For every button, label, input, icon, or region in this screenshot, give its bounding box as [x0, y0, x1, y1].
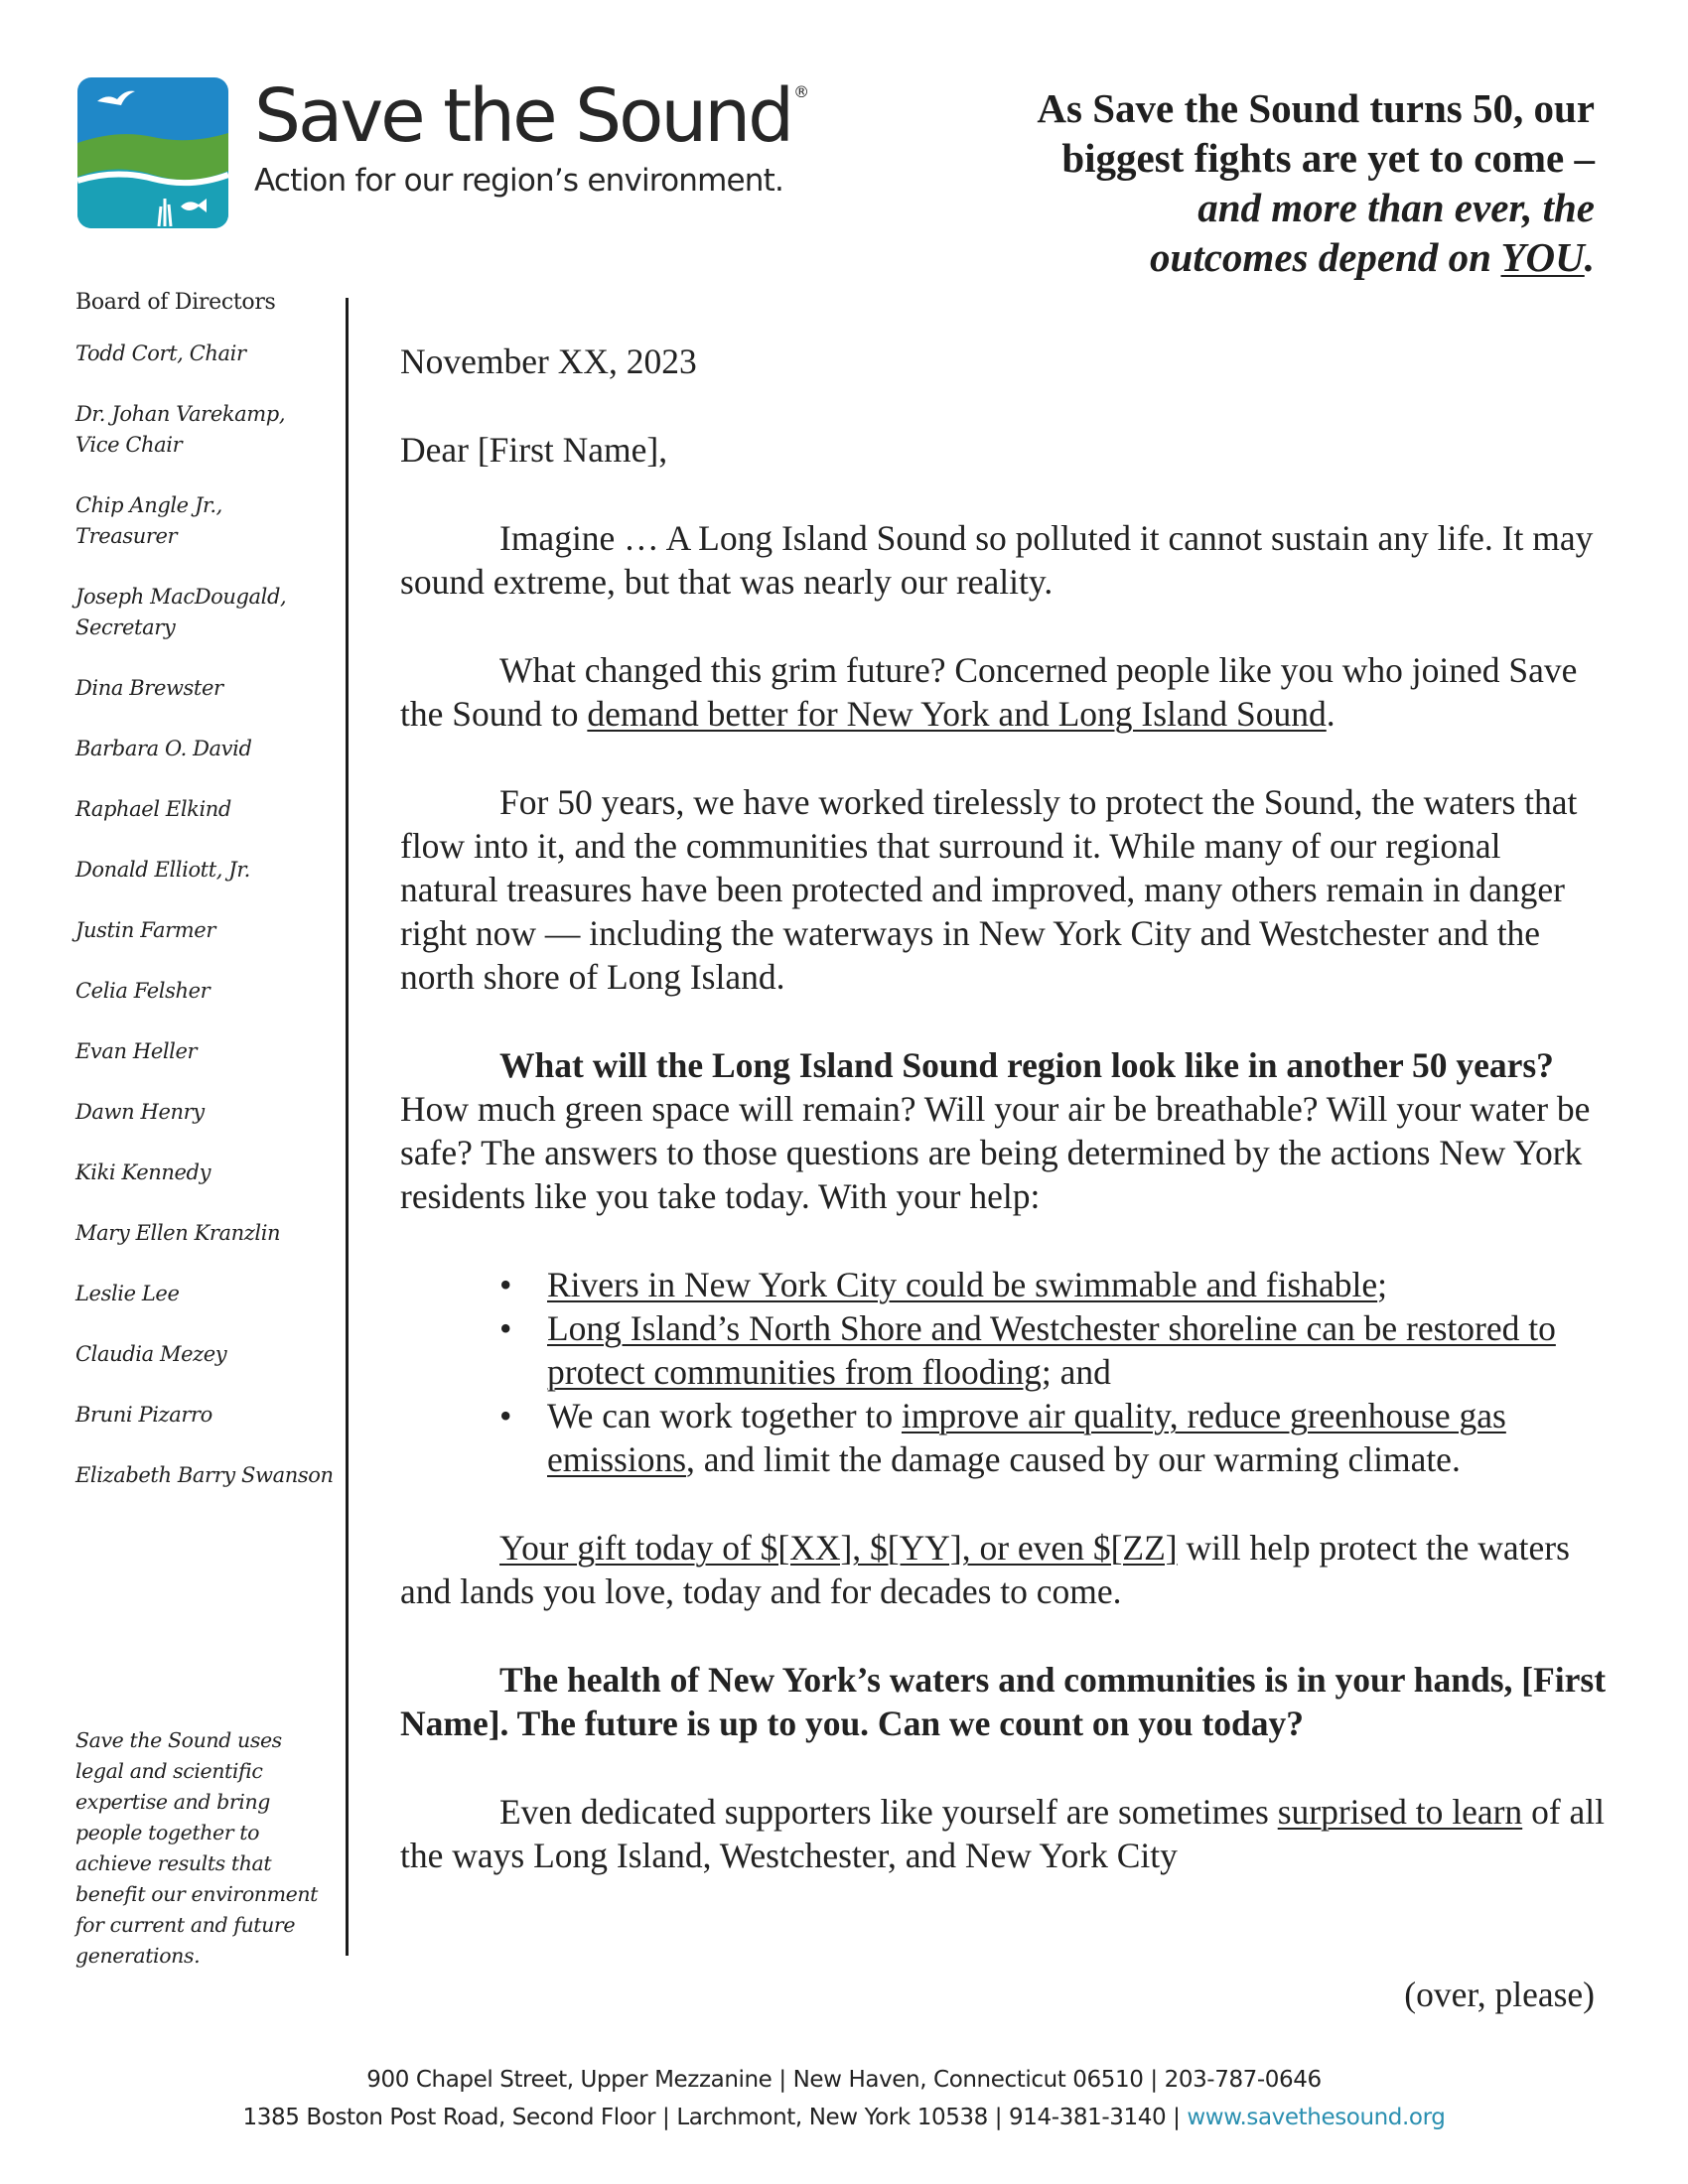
- board-sidebar: [75, 290, 334, 1521]
- paragraph: Even dedicated supporters like yourself are sometimes surprised to learn of all the ways Long Island, Westchester, and New York City: [400, 1792, 1605, 1875]
- vertical-divider: [346, 298, 349, 1956]
- headline-line: As Save the Sound turns 50, our: [1037, 85, 1595, 131]
- registered-mark: ®: [793, 82, 810, 101]
- logo-icon: [77, 77, 228, 228]
- letter-body: [400, 340, 1607, 1922]
- over-please: (over, please): [1404, 1975, 1595, 2014]
- board-member: Bruni Pizarro: [75, 1403, 212, 1427]
- letter-date: November XX, 2023: [400, 341, 697, 381]
- headline: [880, 83, 1595, 282]
- headline-emphasis: YOU: [1500, 234, 1585, 280]
- board-member: Leslie Lee: [75, 1282, 180, 1305]
- underlined-link[interactable]: Rivers in New York City could be swimmable and fishable: [547, 1265, 1378, 1304]
- underlined-link[interactable]: improve air quality, reduce greenhouse gas emissions: [547, 1396, 1506, 1479]
- underlined-link[interactable]: Long Island’s North Shore and Westchester shoreline can be restored to protect communities from flooding: [547, 1308, 1556, 1392]
- brand: [254, 73, 810, 199]
- headline-line: biggest fights are yet to come –: [1061, 135, 1595, 181]
- list-item: • We can work together to improve air quality, reduce greenhouse gas emissions, and limit the damage caused by our warming climate.: [547, 1394, 1607, 1481]
- paragraph: For 50 years, we have worked tirelessly to protect the Sound, the waters that flow into it, and the communities that surround it. While many of our regional natural treasures have been protected and improved, many others remain in danger right now — including the waterways in New York City and Westchester and the north shore of Long Island.: [400, 782, 1578, 997]
- list-item: • Long Island’s North Shore and Westchester shoreline can be restored to protect communities from flooding; and: [547, 1306, 1607, 1394]
- bullet-list: [400, 1263, 1607, 1481]
- board-member: Joseph MacDougald, Secretary: [75, 585, 287, 639]
- website-link[interactable]: www.savethesound.org: [1187, 2105, 1446, 2130]
- underlined-link[interactable]: demand better for New York and Long Island Sound: [587, 694, 1327, 734]
- footer-address-line: 1385 Boston Post Road, Second Floor | Larchmont, New York 10538 | 914-381-3140 | www.savethesound.org: [242, 2105, 1446, 2130]
- paragraph: What will the Long Island Sound region look like in another 50 years? How much green space will remain? Will your air be breathable? Will your water be safe? The answers to those questions are being determined by the actions New York residents like you take today. With your help:: [400, 1045, 1591, 1216]
- list-item: • Rivers in New York City could be swimmable and fishable;: [547, 1263, 1607, 1306]
- paragraph: Your gift today of $[XX], $[YY], or even $[ZZ] will help protect the waters and lands you love, today and for decades to come.: [400, 1528, 1570, 1611]
- board-member-list: [75, 339, 334, 1491]
- board-member: Dawn Henry: [75, 1100, 205, 1124]
- board-member: Donald Elliott, Jr.: [75, 858, 250, 882]
- board-member: Dina Brewster: [75, 676, 223, 700]
- board-member: Raphael Elkind: [75, 797, 231, 821]
- mission-statement: Save the Sound uses legal and scientific expertise and bring people together to achieve results that benefit our environment for current and future generations.: [75, 1728, 318, 1968]
- underlined-link[interactable]: Your gift today of $[XX], $[YY], or even $[ZZ]: [499, 1528, 1178, 1568]
- footer: [0, 2061, 1688, 2136]
- headline-line: and more than ever, the: [1197, 185, 1595, 230]
- footer-address-line: 900 Chapel Street, Upper Mezzanine | New Haven, Connecticut 06510 | 203-787-0646: [366, 2067, 1322, 2093]
- board-member: Claudia Mezey: [75, 1342, 227, 1366]
- board-title: Board of Directors: [75, 290, 276, 315]
- headline-line: outcomes depend on YOU.: [1150, 234, 1595, 280]
- paragraph: Imagine … A Long Island Sound so polluted it cannot sustain any life. It may sound extreme, but that was nearly our reality.: [400, 518, 1594, 602]
- paragraph: The health of New York’s waters and communities is in your hands, [First Name]. The future is up to you. Can we count on you today?: [400, 1660, 1607, 1743]
- board-member: Mary Ellen Kranzlin: [75, 1221, 281, 1245]
- board-member: Celia Felsher: [75, 979, 211, 1003]
- board-member: Todd Cort, Chair: [75, 341, 246, 365]
- paragraph: What changed this grim future? Concerned people like you who joined Save the Sound to demand better for New York and Long Island Sound.: [400, 650, 1578, 734]
- board-member: Elizabeth Barry Swanson: [75, 1463, 334, 1487]
- letter-salutation: Dear [First Name],: [400, 430, 668, 470]
- board-member: Chip Angle Jr., Treasurer: [75, 493, 222, 548]
- board-member: Dr. Johan Varekamp, Vice Chair: [75, 402, 286, 457]
- board-member: Kiki Kennedy: [75, 1160, 211, 1184]
- board-member: Evan Heller: [75, 1039, 198, 1063]
- underlined-link[interactable]: surprised to learn: [1277, 1792, 1523, 1832]
- board-member: Justin Farmer: [75, 918, 215, 942]
- board-member: Barbara O. David: [75, 737, 252, 760]
- brand-name: Save the Sound ®: [254, 73, 810, 159]
- brand-tagline: Action for our region’s environment.: [254, 163, 784, 199]
